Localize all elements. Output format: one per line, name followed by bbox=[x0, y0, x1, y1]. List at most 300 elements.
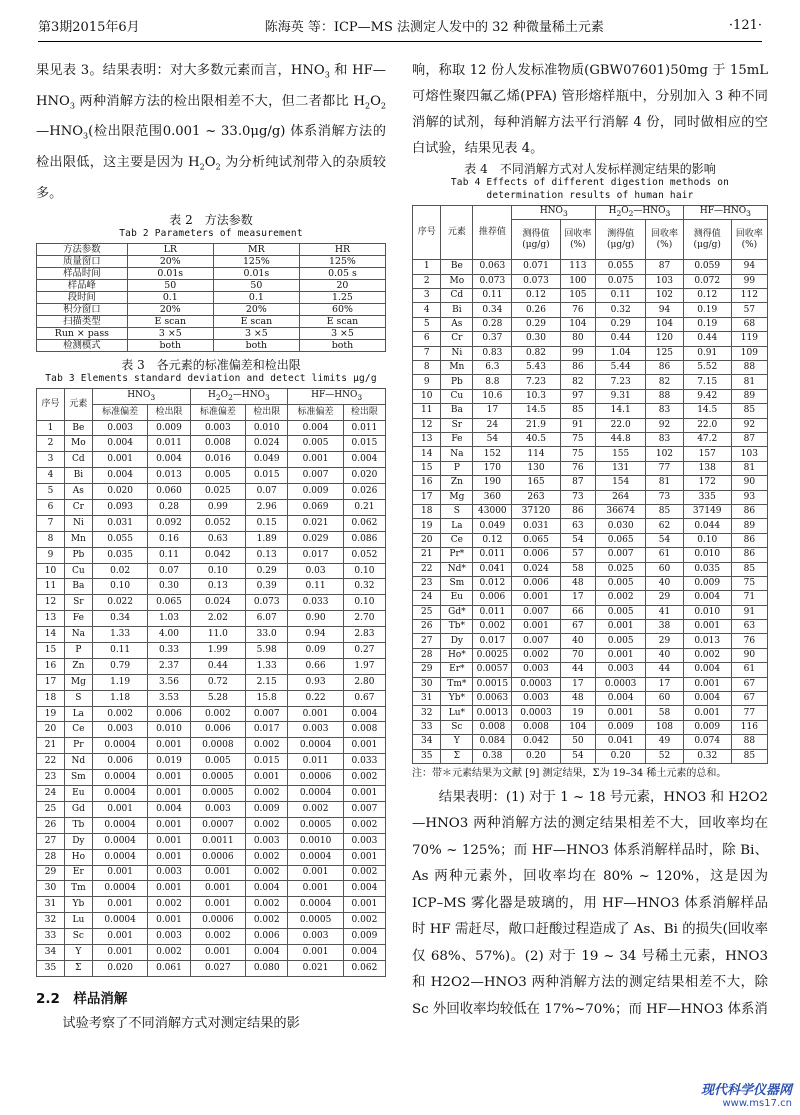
table-cell: 0.003 bbox=[190, 420, 246, 436]
table-cell: 0.006 bbox=[512, 548, 560, 562]
table3-row bbox=[37, 595, 386, 611]
table-cell: 0.016 bbox=[190, 452, 246, 468]
table-cell: 0.67 bbox=[343, 690, 385, 706]
table-cell: 43000 bbox=[473, 504, 512, 518]
table-cell: 0.0005 bbox=[288, 817, 344, 833]
table-cell: 0.13 bbox=[246, 547, 288, 563]
table-cell: Sm bbox=[64, 770, 92, 786]
table-cell: 60% bbox=[299, 303, 385, 315]
table-cell: 138 bbox=[683, 461, 731, 475]
table-cell: Y bbox=[441, 735, 473, 749]
table-cell: 0.0004 bbox=[92, 833, 148, 849]
table-cell: 0.004 bbox=[246, 944, 288, 960]
table-cell: 8 bbox=[37, 531, 65, 547]
table-cell: 0.19 bbox=[683, 303, 731, 317]
table-cell: 0.004 bbox=[343, 706, 385, 722]
table-cell: 76 bbox=[560, 303, 596, 317]
table-cell: 0.005 bbox=[190, 468, 246, 484]
table-cell: 100 bbox=[560, 274, 596, 288]
table-cell: 25 bbox=[37, 801, 65, 817]
table-cell: 2 bbox=[413, 274, 441, 288]
table-cell: 66 bbox=[560, 605, 596, 619]
table-cell: 41 bbox=[646, 605, 684, 619]
table-cell: 116 bbox=[731, 720, 767, 734]
table-cell: 76 bbox=[560, 461, 596, 475]
table3-row bbox=[37, 547, 386, 563]
table4-row bbox=[413, 260, 768, 274]
table-cell: 89 bbox=[731, 519, 767, 533]
table-cell: 32 bbox=[37, 913, 65, 929]
table-cell: 89 bbox=[731, 389, 767, 403]
table-cell: 0.11 bbox=[288, 579, 344, 595]
table-cell: 0.006 bbox=[190, 722, 246, 738]
table-cell: Gd* bbox=[441, 605, 473, 619]
table-cell: 26 bbox=[37, 817, 65, 833]
watermark-title: 现代科学仪器网 bbox=[700, 1083, 792, 1098]
table-cell: 0.031 bbox=[92, 515, 148, 531]
table-cell: Cu bbox=[441, 389, 473, 403]
table2-row bbox=[37, 339, 386, 351]
table-cell: 0.007 bbox=[288, 468, 344, 484]
table-cell: 7.23 bbox=[512, 375, 560, 389]
table-cell: 76 bbox=[731, 634, 767, 648]
table-cell: 0.020 bbox=[343, 468, 385, 484]
table-cell: 0.10 bbox=[343, 595, 385, 611]
table-cell: 6 bbox=[37, 500, 65, 516]
table-cell: 0.006 bbox=[512, 576, 560, 590]
table-cell: 0.072 bbox=[683, 274, 731, 288]
table-cell: P bbox=[64, 643, 92, 659]
table-cell: 73 bbox=[560, 490, 596, 504]
table3-sub-header: 标准偏差 bbox=[190, 404, 246, 420]
table-cell: Ni bbox=[441, 346, 473, 360]
table-cell: 112 bbox=[731, 289, 767, 303]
table-cell: Bi bbox=[64, 468, 92, 484]
table-cell: 0.010 bbox=[683, 605, 731, 619]
table3-head-no: 序号 bbox=[37, 388, 65, 420]
table4-row bbox=[413, 648, 768, 662]
table-cell: 0.001 bbox=[148, 770, 190, 786]
table-cell: 0.28 bbox=[473, 317, 512, 331]
table-cell: 0.01s bbox=[213, 267, 299, 279]
table-cell: 0.0004 bbox=[288, 897, 344, 913]
table-cell: 0.013 bbox=[683, 634, 731, 648]
table-cell: 86 bbox=[646, 361, 684, 375]
table-cell: 1.97 bbox=[343, 658, 385, 674]
table-cell: 0.025 bbox=[596, 562, 646, 576]
table-cell: Bi bbox=[441, 303, 473, 317]
table-cell: 36674 bbox=[596, 504, 646, 518]
table-cell: 172 bbox=[683, 476, 731, 490]
table-cell: 0.001 bbox=[596, 620, 646, 634]
table-cell: Mg bbox=[64, 674, 92, 690]
table-cell: 0.002 bbox=[246, 738, 288, 754]
table-cell: 61 bbox=[731, 663, 767, 677]
table-cell: 1.33 bbox=[246, 658, 288, 674]
table-cell: 4 bbox=[413, 303, 441, 317]
table4-row bbox=[413, 620, 768, 634]
page-number: ·121· bbox=[728, 18, 762, 33]
table-cell: 0.0004 bbox=[92, 881, 148, 897]
table-cell: 0.005 bbox=[288, 436, 344, 452]
table-cell: 40 bbox=[560, 634, 596, 648]
table4-note: 注：带＊元素结果为文献 [9] 测定结果，Σ为 19–34 稀土元素的总和。 bbox=[412, 767, 727, 779]
table-cell: 0.1 bbox=[127, 291, 213, 303]
table-cell: Mn bbox=[64, 531, 92, 547]
table-cell: Nd* bbox=[441, 562, 473, 576]
table-cell: 0.006 bbox=[246, 929, 288, 945]
table-cell: 2.83 bbox=[343, 627, 385, 643]
table4-row bbox=[413, 605, 768, 619]
table-cell: 0.72 bbox=[190, 674, 246, 690]
table-cell: 0.0003 bbox=[512, 706, 560, 720]
table-cell: 0.003 bbox=[288, 929, 344, 945]
table-cell: 86 bbox=[731, 533, 767, 547]
table-cell: 0.002 bbox=[148, 897, 190, 913]
table4-sub-measured: 测得值(μg/g) bbox=[512, 220, 560, 260]
table-cell: 0.0006 bbox=[288, 770, 344, 786]
table-cell: 0.33 bbox=[148, 643, 190, 659]
table-cell: 13 bbox=[37, 611, 65, 627]
table-cell: Be bbox=[64, 420, 92, 436]
table-cell: 94 bbox=[646, 303, 684, 317]
table-cell: 57 bbox=[731, 303, 767, 317]
table-cell: 85 bbox=[560, 404, 596, 418]
table-cell: 0.39 bbox=[246, 579, 288, 595]
table-cell: 0.0015 bbox=[473, 677, 512, 691]
table-cell: 0.005 bbox=[190, 754, 246, 770]
table-cell: 0.029 bbox=[288, 531, 344, 547]
table-cell: Cu bbox=[64, 563, 92, 579]
table-cell: Mo bbox=[64, 436, 92, 452]
table-cell: 103 bbox=[646, 274, 684, 288]
table4-row bbox=[413, 274, 768, 288]
table-cell: 0.065 bbox=[596, 533, 646, 547]
table-cell: 0.0010 bbox=[288, 833, 344, 849]
table-cell: 103 bbox=[731, 447, 767, 461]
table-cell: 0.94 bbox=[288, 627, 344, 643]
table-cell: 35 bbox=[37, 960, 65, 976]
table-cell: 0.073 bbox=[512, 274, 560, 288]
table-cell: 54 bbox=[560, 533, 596, 547]
table4-row bbox=[413, 576, 768, 590]
table-cell: 34 bbox=[413, 735, 441, 749]
table4-row bbox=[413, 504, 768, 518]
table-cell: 0.001 bbox=[148, 913, 190, 929]
table-cell: 9.42 bbox=[683, 389, 731, 403]
table-cell: 165 bbox=[512, 476, 560, 490]
table-cell: 0.1 bbox=[213, 291, 299, 303]
table-cell: 0.91 bbox=[683, 346, 731, 360]
table-cell: 样品峰 bbox=[37, 279, 128, 291]
table-cell: 0.20 bbox=[596, 749, 646, 763]
table-cell: 86 bbox=[731, 548, 767, 562]
table-cell: 0.29 bbox=[246, 563, 288, 579]
table-cell: Tm bbox=[64, 881, 92, 897]
table-cell: 54 bbox=[646, 533, 684, 547]
table3-row bbox=[37, 770, 386, 786]
table-cell: 26 bbox=[413, 620, 441, 634]
table-cell: 0.28 bbox=[148, 500, 190, 516]
table-cell: 75 bbox=[560, 447, 596, 461]
table-cell: 1.04 bbox=[596, 346, 646, 360]
table-cell: 0.001 bbox=[343, 849, 385, 865]
table-cell: 23 bbox=[413, 576, 441, 590]
table-cell: 0.0011 bbox=[190, 833, 246, 849]
table-cell: 14.1 bbox=[596, 404, 646, 418]
table-cell: 17 bbox=[560, 677, 596, 691]
running-header bbox=[38, 14, 762, 42]
table3-row bbox=[37, 500, 386, 516]
table-cell: 0.0003 bbox=[596, 677, 646, 691]
table-cell: 1.33 bbox=[92, 627, 148, 643]
table-cell: 0.007 bbox=[596, 548, 646, 562]
table-cell: 29 bbox=[37, 865, 65, 881]
table-cell: 0.004 bbox=[343, 881, 385, 897]
table-cell: 0.10 bbox=[683, 533, 731, 547]
table-cell: 0.055 bbox=[92, 531, 148, 547]
table-cell: 58 bbox=[560, 562, 596, 576]
table-cell: 0.001 bbox=[92, 944, 148, 960]
table-cell: 0.011 bbox=[473, 605, 512, 619]
table2-header: 方法参数 bbox=[37, 243, 128, 255]
results-paragraph: 结果表明：(1) 对于 1 ~ 18 号元素，HNO3 和 H2O2—HNO3 两种消解方法的测定结果相差不大，回收率均在 70% ~ 125%；而 HF—HNO3 体系消解样品时，除 Bi、As 两种元素外，回收率均在 80% ~ 120%，这是因为 ICP–MS 雾化器是玻璃的，用 HF—HNO3 体系消解样品时 HF 需赶尽，敞口赶酸过程造成了 As、Bi 的损失(回收率仅 68%、57%)。(2) 对于 19 ~ 34 号稀土元素，HNO3 和 H2O2—HNO3 两种消解方法的测定结果相差不大，除 Sc 外回收率均较低在 17%~70%；而 HF—HNO3 体系消 bbox=[412, 789, 768, 1017]
table-cell: 91 bbox=[560, 418, 596, 432]
table-cell: 73 bbox=[646, 490, 684, 504]
table-cell: Cd bbox=[64, 452, 92, 468]
table-cell: 35 bbox=[413, 749, 441, 763]
table-cell: 2.96 bbox=[246, 500, 288, 516]
table4-sub-recovery: 回收率(%) bbox=[646, 220, 684, 260]
table3-row bbox=[37, 468, 386, 484]
table-cell: 85 bbox=[731, 404, 767, 418]
table3-row bbox=[37, 579, 386, 595]
table3-row bbox=[37, 849, 386, 865]
table3-head-element: 元素 bbox=[64, 388, 92, 420]
table-cell: 质量窗口 bbox=[37, 255, 128, 267]
table-cell: As bbox=[441, 317, 473, 331]
table-cell: 0.007 bbox=[512, 634, 560, 648]
table-cell: Yb bbox=[64, 897, 92, 913]
table-cell: 29 bbox=[646, 591, 684, 605]
table-cell: 0.0006 bbox=[190, 913, 246, 929]
table3-row bbox=[37, 786, 386, 802]
table-cell: 0.008 bbox=[512, 720, 560, 734]
table-cell: 20 bbox=[37, 722, 65, 738]
table4-row bbox=[413, 317, 768, 331]
table-cell: 3 ×5 bbox=[127, 327, 213, 339]
table-cell: 3.53 bbox=[148, 690, 190, 706]
table-cell: 87 bbox=[731, 432, 767, 446]
table-cell: 0.002 bbox=[92, 706, 148, 722]
table-cell: 0.29 bbox=[512, 317, 560, 331]
table3-row bbox=[37, 643, 386, 659]
table-cell: 0.001 bbox=[288, 706, 344, 722]
table-cell: 0.017 bbox=[473, 634, 512, 648]
table-cell: 0.15 bbox=[246, 515, 288, 531]
table-cell: Sr bbox=[441, 418, 473, 432]
table-cell: 48 bbox=[560, 692, 596, 706]
table-cell: both bbox=[299, 339, 385, 351]
table-cell: 44 bbox=[560, 663, 596, 677]
table-cell: 99 bbox=[731, 274, 767, 288]
table-cell: 104 bbox=[560, 317, 596, 331]
table-cell: 62 bbox=[646, 519, 684, 533]
table-cell: 0.017 bbox=[288, 547, 344, 563]
table-cell: 264 bbox=[596, 490, 646, 504]
table-cell: 15 bbox=[37, 643, 65, 659]
table-cell: 2.70 bbox=[343, 611, 385, 627]
table-cell: 0.010 bbox=[148, 722, 190, 738]
table-cell: 20 bbox=[413, 533, 441, 547]
table-cell: 0.001 bbox=[92, 865, 148, 881]
table-cell: 0.055 bbox=[596, 260, 646, 274]
section-2-2-heading: 2.2 样品消解 bbox=[36, 990, 128, 1007]
table-cell: 0.0004 bbox=[288, 786, 344, 802]
table-cell: 154 bbox=[596, 476, 646, 490]
table-cell: 0.080 bbox=[246, 960, 288, 976]
table-cell: Pb bbox=[441, 375, 473, 389]
table-cell: 0.093 bbox=[92, 500, 148, 516]
table-cell: 28 bbox=[37, 849, 65, 865]
table-cell: 0.11 bbox=[92, 643, 148, 659]
table4-head-reference: 推荐值 bbox=[473, 206, 512, 260]
table-cell: 34 bbox=[37, 944, 65, 960]
table-cell: Ce bbox=[64, 722, 92, 738]
table-cell: 5.52 bbox=[683, 361, 731, 375]
table-cell: 0.001 bbox=[683, 677, 731, 691]
table3-row bbox=[37, 515, 386, 531]
table-cell: 0.007 bbox=[512, 605, 560, 619]
table-cell: 155 bbox=[596, 447, 646, 461]
table-cell: 积分窗口 bbox=[37, 303, 128, 315]
table-cell: 0.020 bbox=[92, 960, 148, 976]
table-cell: 0.052 bbox=[190, 515, 246, 531]
table-cell: 0.0004 bbox=[288, 849, 344, 865]
table4-row bbox=[413, 404, 768, 418]
table-cell: 0.003 bbox=[190, 801, 246, 817]
table-cell: 0.003 bbox=[92, 722, 148, 738]
table-cell: 0.0004 bbox=[92, 786, 148, 802]
table-cell: Pb bbox=[64, 547, 92, 563]
table4-row bbox=[413, 447, 768, 461]
table-cell: 85 bbox=[731, 562, 767, 576]
table4-row bbox=[413, 533, 768, 547]
table4-row bbox=[413, 432, 768, 446]
table-cell: Na bbox=[64, 627, 92, 643]
table-cell: 0.001 bbox=[190, 865, 246, 881]
table2-method-parameters bbox=[36, 243, 386, 352]
table4-row bbox=[413, 720, 768, 734]
table-cell: 3 ×5 bbox=[299, 327, 385, 339]
table3-row bbox=[37, 484, 386, 500]
table-cell: 0.026 bbox=[343, 484, 385, 500]
table3-group-hno3: $HNO_3$ bbox=[92, 388, 190, 404]
table3-row bbox=[37, 436, 386, 452]
table-cell: Ho* bbox=[441, 648, 473, 662]
table-cell: 93 bbox=[731, 490, 767, 504]
table-cell: 0.21 bbox=[343, 500, 385, 516]
table4-row bbox=[413, 346, 768, 360]
table-cell: 0.001 bbox=[148, 786, 190, 802]
table-cell: 105 bbox=[560, 289, 596, 303]
table-cell: 4 bbox=[37, 468, 65, 484]
table-cell: Dy bbox=[64, 833, 92, 849]
table-cell: 0.004 bbox=[596, 692, 646, 706]
table-cell: Ba bbox=[441, 404, 473, 418]
table4-group-hf-hno3: $HF—HNO_3$ bbox=[683, 206, 767, 220]
table-cell: 0.002 bbox=[190, 929, 246, 945]
table-cell: 0.004 bbox=[683, 692, 731, 706]
table-cell: 0.001 bbox=[190, 897, 246, 913]
table-cell: 0.001 bbox=[288, 452, 344, 468]
table-cell: 0.008 bbox=[190, 436, 246, 452]
table-cell: 2.15 bbox=[246, 674, 288, 690]
table-cell: 0.32 bbox=[596, 303, 646, 317]
table-cell: 109 bbox=[731, 346, 767, 360]
table-cell: 0.001 bbox=[148, 849, 190, 865]
table-cell: 28 bbox=[413, 648, 441, 662]
table-cell: 0.049 bbox=[473, 519, 512, 533]
table-cell: 0.060 bbox=[148, 484, 190, 500]
table-cell: 31 bbox=[37, 897, 65, 913]
table-cell: Sr bbox=[64, 595, 92, 611]
table3-group-hf-hno3: $HF—HNO_3$ bbox=[288, 388, 386, 404]
table-cell: 0.002 bbox=[683, 648, 731, 662]
table-cell: 0.004 bbox=[343, 452, 385, 468]
table-cell: 86 bbox=[731, 504, 767, 518]
table-cell: 5.28 bbox=[190, 690, 246, 706]
table-cell: Pr bbox=[64, 738, 92, 754]
table-cell: 0.021 bbox=[288, 515, 344, 531]
table-cell: 0.82 bbox=[512, 346, 560, 360]
table-cell: E scan bbox=[213, 315, 299, 327]
table-cell: 0.11 bbox=[473, 289, 512, 303]
table-cell: 87 bbox=[646, 260, 684, 274]
table3-row bbox=[37, 722, 386, 738]
table-cell: 0.015 bbox=[343, 436, 385, 452]
table-cell: 81 bbox=[646, 476, 684, 490]
table-cell: Er bbox=[64, 865, 92, 881]
table-cell: 0.07 bbox=[148, 563, 190, 579]
table-cell: 0.0005 bbox=[288, 913, 344, 929]
table-cell: Ba bbox=[64, 579, 92, 595]
table4-row bbox=[413, 332, 768, 346]
table3-row bbox=[37, 690, 386, 706]
table-cell: 0.20 bbox=[512, 749, 560, 763]
table-cell: 0.10 bbox=[92, 579, 148, 595]
table4-caption-en-2: determination results of human hair bbox=[486, 190, 694, 201]
table-cell: 20% bbox=[127, 303, 213, 315]
table-cell: 21 bbox=[37, 738, 65, 754]
table-cell: 14.5 bbox=[683, 404, 731, 418]
table-cell: 0.07 bbox=[246, 484, 288, 500]
table-cell: 83 bbox=[646, 404, 684, 418]
table-cell: 0.03 bbox=[288, 563, 344, 579]
table-cell: 0.042 bbox=[512, 735, 560, 749]
table-cell: S bbox=[441, 504, 473, 518]
table-cell: 0.059 bbox=[683, 260, 731, 274]
intro-paragraph-left: 果见表 3。结果表明：对大多数元素而言，$HNO_3$ 和 $HF—HNO_3$ 两种消解方法的检出限相差不大，但二者都比 $H_2O_2—HNO_3$(检出限范围0.001 ~ 33.0μg/g) 体系消解方法的检出限低，这主要是因为 $H_2O_2$ 为分析纯试剂带入的杂质较多。 bbox=[36, 63, 386, 201]
table2-row bbox=[37, 267, 386, 279]
table-cell: 19 bbox=[413, 519, 441, 533]
table-cell: 0.009 bbox=[596, 720, 646, 734]
table4-row bbox=[413, 375, 768, 389]
table-cell: 30 bbox=[37, 881, 65, 897]
table-cell: 0.033 bbox=[343, 754, 385, 770]
table4-row bbox=[413, 490, 768, 504]
table-cell: 6.3 bbox=[473, 361, 512, 375]
